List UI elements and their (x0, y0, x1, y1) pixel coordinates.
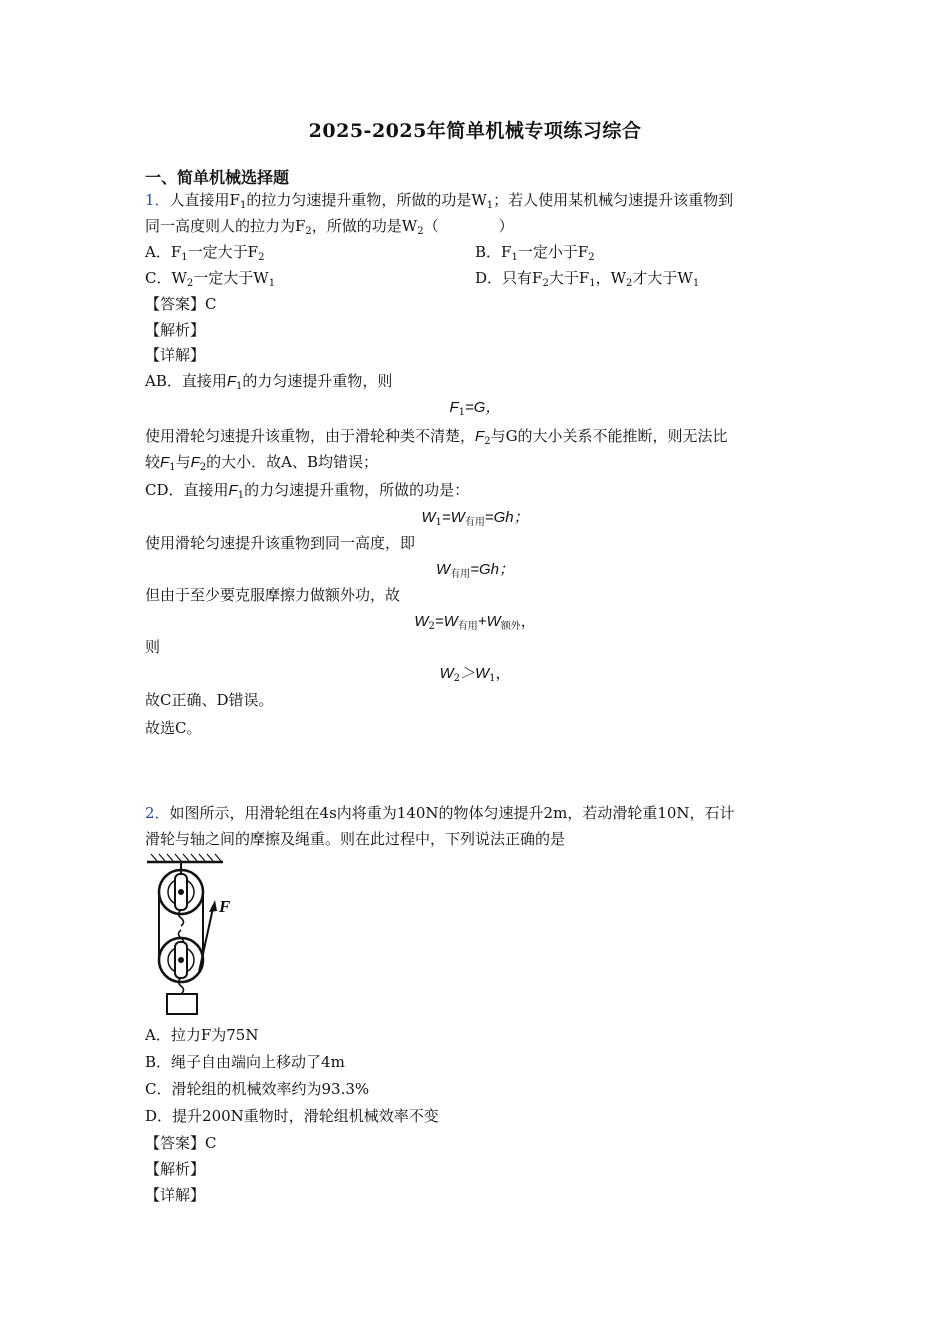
q1-option-c: C．$W_2$一定大于$W_1$ (145, 269, 276, 289)
force-label: F (219, 897, 231, 916)
q2-analysis-label: 【解析】 (145, 1160, 206, 1178)
q1-option-a: A．$F_1$一定大于$F_2$ (145, 243, 265, 263)
q1-option-b: B．$F_1$一定小于$F_2$ (475, 243, 595, 263)
q1-para-3: 使用滑轮匀速提升该重物到同一高度，即 (145, 534, 416, 552)
q1-para-4: 但由于至少要克服摩擦力做额外功，故 (145, 586, 401, 604)
q1-para-5: 则 (145, 638, 161, 656)
q1-analysis-label: 【解析】 (145, 321, 206, 339)
q2-option-a: A．拉力F为75N (145, 1026, 259, 1044)
q1-option-d: D．只有$F_2$大于$F_1$，$W_2$才大于$W_1$ (475, 269, 700, 289)
q1-equation-1: $F_1=G$， (449, 399, 501, 418)
q1-para-6: 故C正确、D错误。 (145, 691, 274, 709)
q2-number: 2． (145, 804, 170, 822)
q1-para-1: 使用滑轮匀速提升该重物，由于滑轮种类不清楚，$F_2$与G的大小关系不能推断，则无法比 (145, 427, 728, 447)
q1-ab-line: AB．直接用$F_1$的力匀速提升重物，则 (145, 372, 393, 392)
q1-stem-line2: 同一高度则人的拉力为$F_2$，所做的功是$W_2$（ ） (145, 217, 514, 237)
q2-stem-line2: 滑轮与轴之间的摩擦及绳重。则在此过程中，下列说法正确的是 (145, 830, 566, 848)
q2-detail-label: 【详解】 (145, 1186, 206, 1204)
q1-equation-3: $W_{有用}=Gh$； (436, 561, 514, 580)
q2-answer: 【答案】C (145, 1134, 217, 1152)
q1-equation-4: $W_2=W_{有用}+W_{额外}$， (414, 612, 536, 632)
q1-stem-line1: 1．人直接用$F_1$的拉力匀速提升重物，所做的功是$W_1$；若人使用某机械匀速提升该重物到 (145, 191, 734, 211)
q1-cd-line: CD．直接用$F_1$的力匀速提升重物，所做的功是： (145, 481, 470, 501)
q1-answer: 【答案】C (145, 295, 217, 313)
q1-para-2: 较$F_1$与$F_2$的大小．故A、B均错误； (145, 453, 378, 473)
section-heading: 一、简单机械选择题 (145, 168, 290, 187)
pulley-diagram (143, 852, 243, 1018)
q1-equation-2: $W_1=W_{有用}=Gh$； (421, 509, 529, 528)
q2-option-b: B．绳子自由端向上移动了4m (145, 1053, 345, 1071)
q2-option-d: D．提升200N重物时，滑轮组机械效率不变 (145, 1107, 439, 1125)
page-title: 2025-2025年简单机械专项练习综合 (308, 120, 642, 142)
q1-para-7: 故选C。 (145, 719, 202, 737)
q1-detail-label: 【详解】 (145, 346, 206, 364)
q1-equation-5: $W_2>W_1$， (439, 664, 511, 684)
q2-option-c: C．滑轮组的机械效率约为93.3% (145, 1080, 370, 1098)
q1-number: 1． (145, 191, 170, 209)
q2-stem-line1: 2．如图所示，用滑轮组在4s内将重为140N的物体匀速提升2m，若动滑轮重10N，石计 (145, 804, 735, 822)
